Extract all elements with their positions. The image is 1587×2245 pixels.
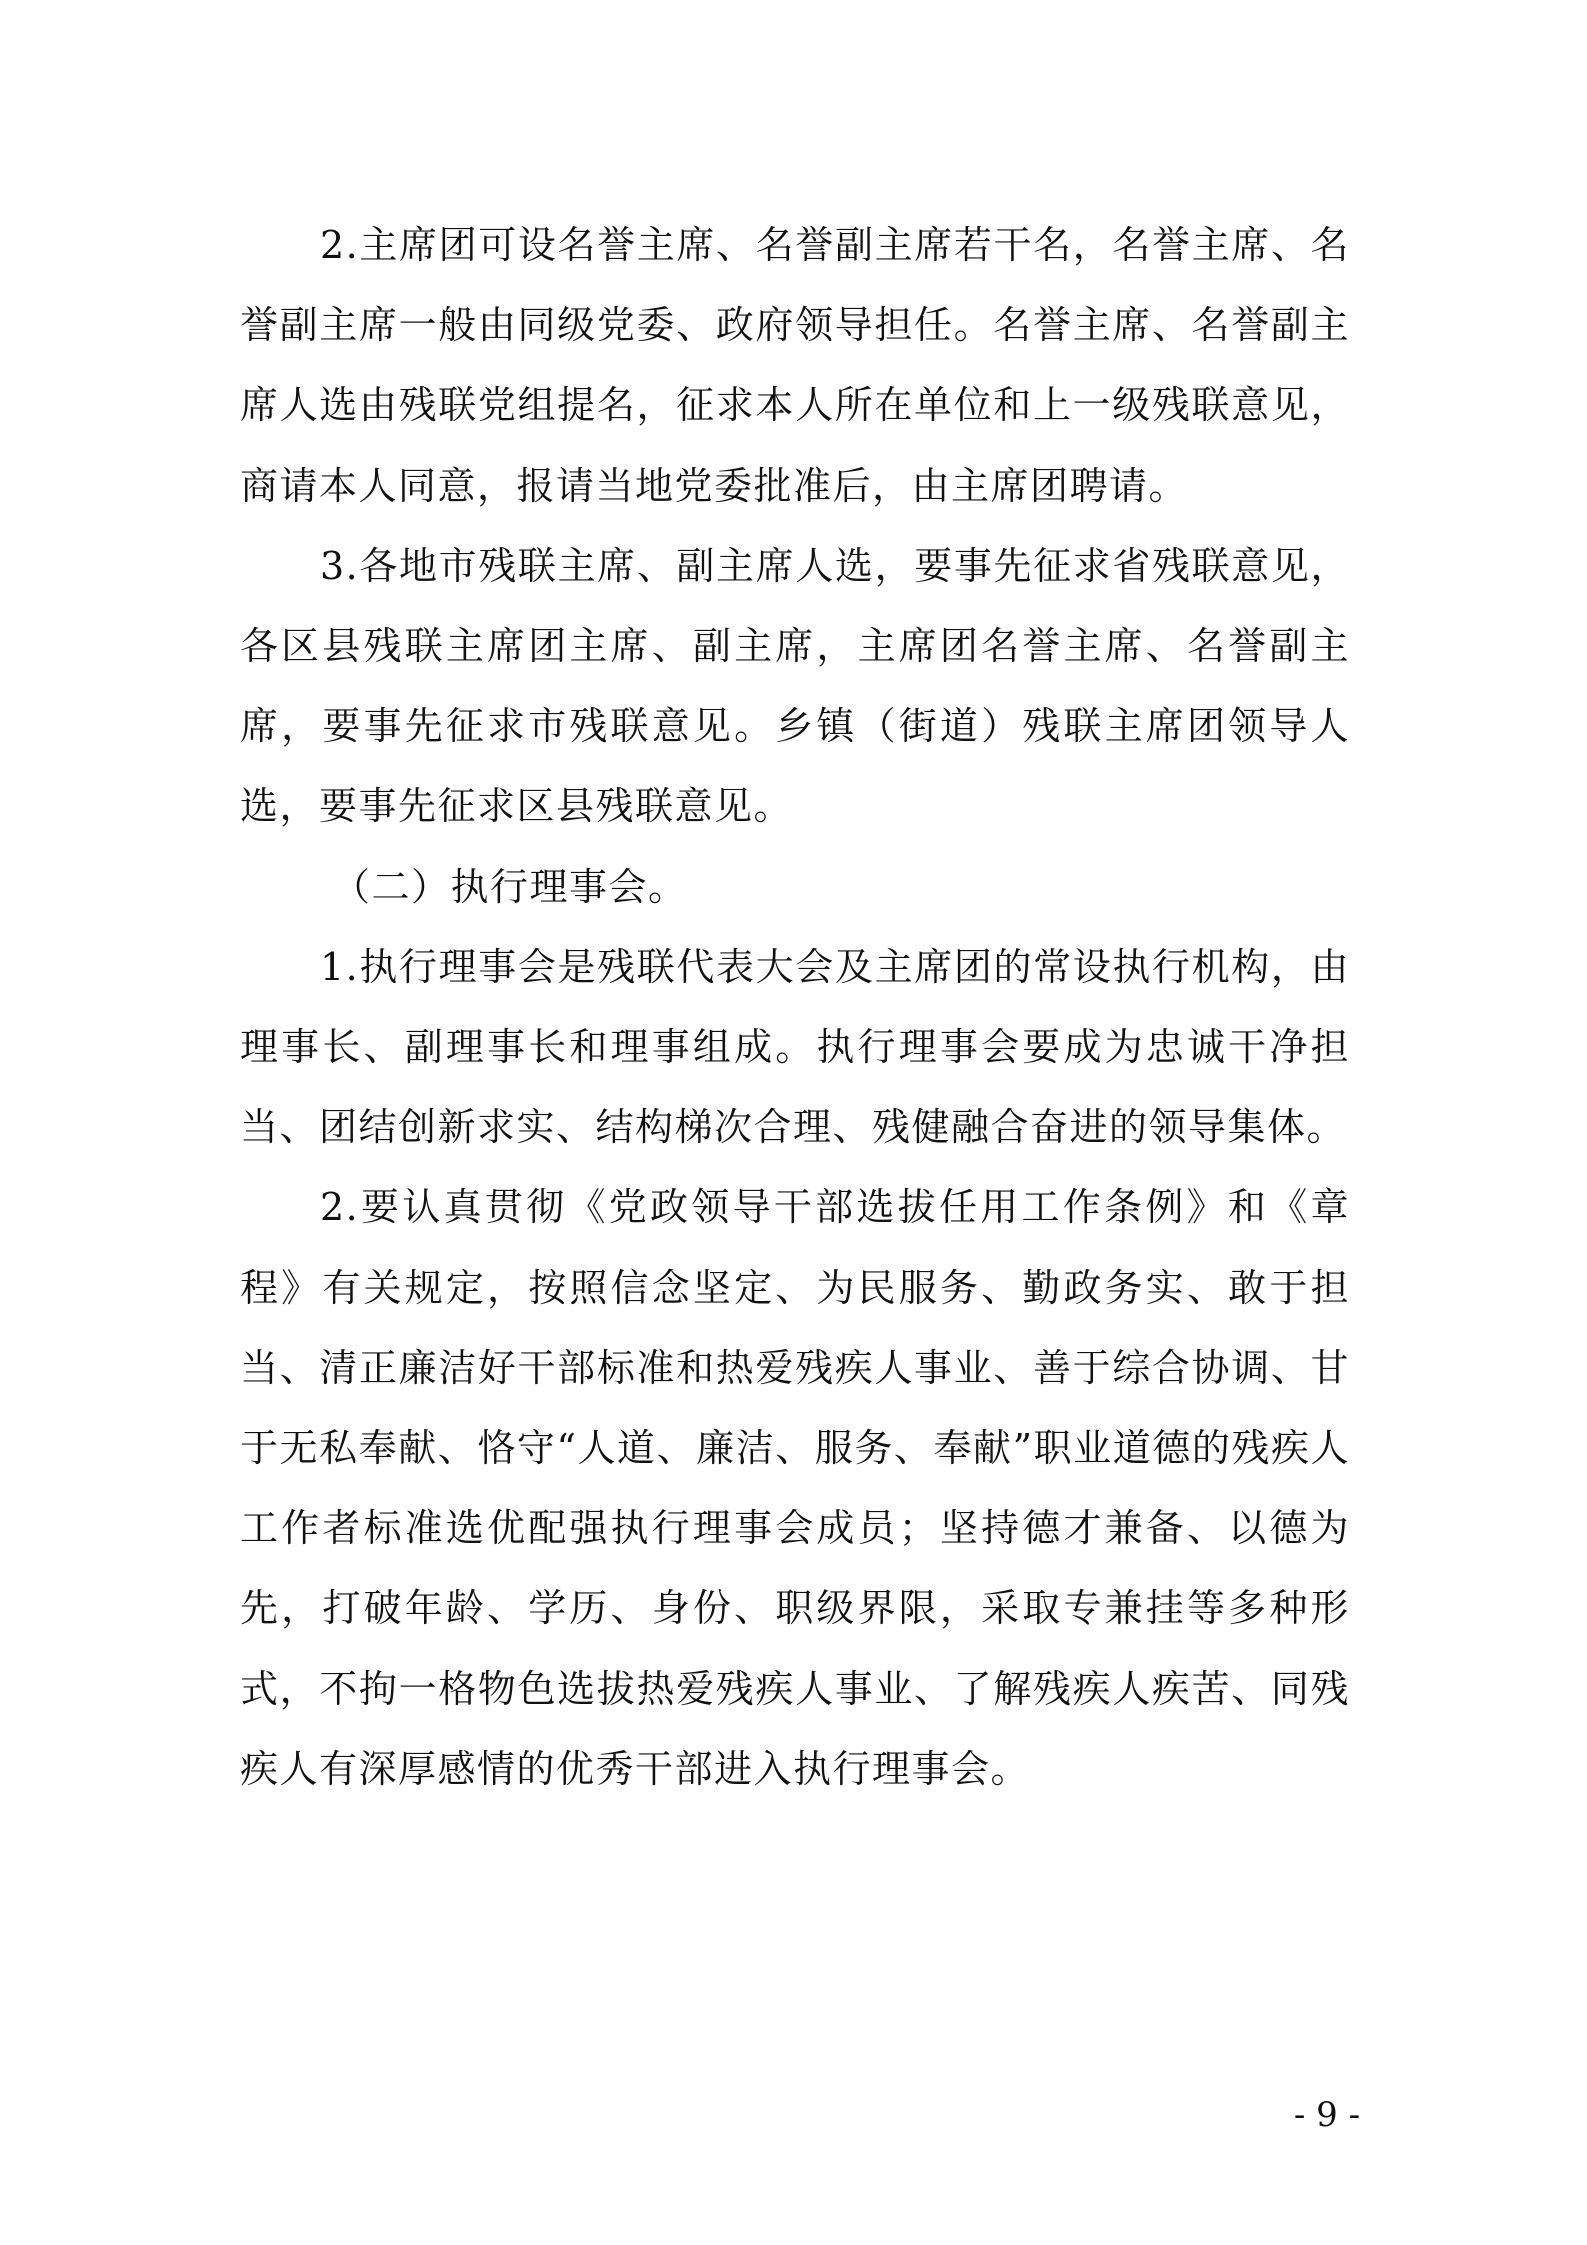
page-number: - 9 - (1293, 2095, 1361, 2135)
paragraph-executive-council-definition: 1.执行理事会是残联代表大会及主席团的常设执行机构，由理事长、副理事长和理事组成。执行理事会要成为忠诚干净担当、团结创新求实、结构梯次合理、残健融合奋进的领导集体。 (240, 944, 1350, 1150)
paragraph-executive-council-selection: 2.要认真贯彻《党政领导干部选拔任用工作条例》和《章程》有关规定，按照信念坚定、为民服务、勤政务实、敢于担当、清正廉洁好干部标准和热爱残疾人事业、善于综合协调、甘于无私奉献、恪守“人道、廉洁、服务、奉献”职业道德的残疾人工作者标准选优配强执行理事会成员；坚持德才兼备、以德为先，打破年龄、学历、身份、职级界限，采取专兼挂等多种形式，不拘一格物色选拔热爱残疾人事业、了解残疾人疾苦、同残疾人有深厚感情的优秀干部进入执行理事会。 (240, 1185, 1350, 1791)
document-body (240, 205, 1350, 1809)
section-heading-executive-council: （二）执行理事会。 (332, 864, 688, 909)
paragraph-candidate-consultation: 3.各地市残联主席、副主席人选，要事先征求省残联意见，各区县残联主席团主席、副主席，主席团名誉主席、名誉副主席，要事先征求市残联意见。乡镇（街道）残联主席团领导人选，要事先征求区县残联意见。 (240, 543, 1350, 829)
paragraph-honorary-chairman: 2.主席团可设名誉主席、名誉副主席若干名，名誉主席、名誉副主席一般由同级党委、政府领导担任。名誉主席、名誉副主席人选由残联党组提名，征求本人所在单位和上一级残联意见，商请本人同意，报请当地党委批准后，由主席团聘请。 (240, 223, 1350, 508)
